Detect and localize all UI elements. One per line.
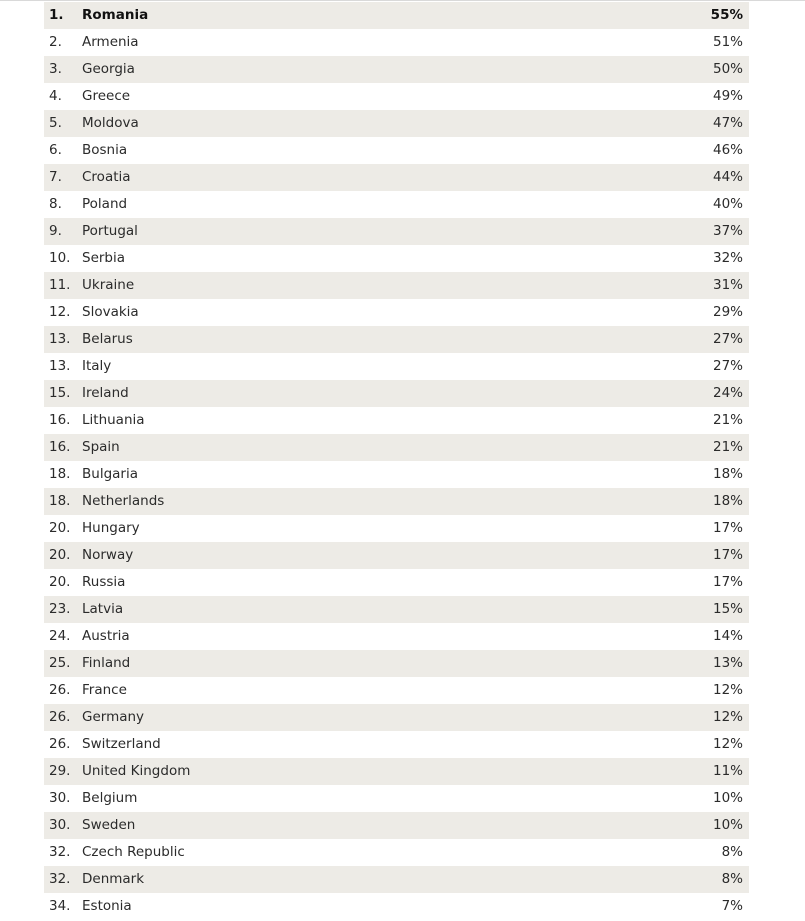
- country-cell: Poland: [82, 196, 128, 212]
- table-row: [44, 785, 749, 812]
- value-cell: 18%: [712, 466, 743, 482]
- country-cell: Switzerland: [82, 736, 161, 752]
- value-cell: 12%: [712, 709, 743, 725]
- rank-cell: 26.: [49, 736, 71, 752]
- rank-cell: 34.: [49, 898, 71, 914]
- table-row: [44, 353, 749, 380]
- country-cell: France: [82, 682, 127, 698]
- value-cell: 46%: [712, 142, 743, 158]
- table-row: [44, 137, 749, 164]
- rank-cell: 13.: [49, 358, 71, 374]
- value-cell: 21%: [712, 439, 743, 455]
- rank-cell: 10.: [49, 250, 71, 266]
- country-cell: Latvia: [82, 601, 124, 617]
- country-cell: Belgium: [82, 790, 138, 806]
- value-cell: 51%: [712, 34, 743, 50]
- value-cell: 18%: [712, 493, 743, 509]
- table-row: [44, 704, 749, 731]
- table-row: [44, 272, 749, 299]
- rank-cell: 8.: [49, 196, 62, 212]
- country-cell: Georgia: [82, 61, 135, 77]
- country-cell: Slovakia: [82, 304, 139, 320]
- country-cell: Armenia: [82, 34, 139, 50]
- rank-cell: 24.: [49, 628, 71, 644]
- rank-cell: 2.: [49, 34, 62, 50]
- country-cell: Serbia: [82, 250, 126, 266]
- table-row: [44, 758, 749, 785]
- value-cell: 44%: [712, 169, 743, 185]
- rank-cell: 15.: [49, 385, 71, 401]
- table-row: [44, 2, 749, 29]
- country-cell: Lithuania: [82, 412, 145, 428]
- country-cell: Ireland: [82, 385, 129, 401]
- country-cell: Finland: [82, 655, 131, 671]
- table-row: [44, 407, 749, 434]
- value-cell: 27%: [712, 358, 743, 374]
- rank-cell: 3.: [49, 61, 62, 77]
- table-row: [44, 839, 749, 866]
- value-cell: 10%: [712, 817, 743, 833]
- table-row: [44, 488, 749, 515]
- table-row: [44, 893, 749, 920]
- value-cell: 8%: [721, 871, 743, 887]
- value-cell: 50%: [712, 61, 743, 77]
- table-row: [44, 650, 749, 677]
- table-row: [44, 623, 749, 650]
- table-row: [44, 731, 749, 758]
- country-cell: Italy: [82, 358, 112, 374]
- value-cell: 12%: [712, 682, 743, 698]
- country-cell: United Kingdom: [82, 763, 191, 779]
- value-cell: 10%: [712, 790, 743, 806]
- rank-cell: 20.: [49, 574, 71, 590]
- rank-cell: 26.: [49, 709, 71, 725]
- value-cell: 17%: [712, 520, 743, 536]
- rank-cell: 29.: [49, 763, 71, 779]
- value-cell: 7%: [721, 898, 743, 914]
- country-cell: Sweden: [82, 817, 136, 833]
- rank-cell: 32.: [49, 871, 71, 887]
- country-cell: Moldova: [82, 115, 139, 131]
- table-row: [44, 191, 749, 218]
- rank-cell: 23.: [49, 601, 71, 617]
- value-cell: 49%: [712, 88, 743, 104]
- value-cell: 12%: [712, 736, 743, 752]
- table-row: [44, 569, 749, 596]
- rank-cell: 20.: [49, 520, 71, 536]
- table-row: [44, 299, 749, 326]
- country-cell: Estonia: [82, 898, 132, 914]
- table-row: [44, 812, 749, 839]
- table-row: [44, 515, 749, 542]
- table-row: [44, 218, 749, 245]
- rank-cell: 32.: [49, 844, 71, 860]
- rank-cell: 18.: [49, 493, 71, 509]
- value-cell: 37%: [712, 223, 743, 239]
- rank-cell: 30.: [49, 817, 71, 833]
- value-cell: 55%: [710, 7, 743, 23]
- country-cell: Belarus: [82, 331, 133, 347]
- country-cell: Austria: [82, 628, 130, 644]
- table-row: [44, 434, 749, 461]
- ranking-table: [44, 2, 749, 920]
- value-cell: 24%: [712, 385, 743, 401]
- table-row: [44, 83, 749, 110]
- rank-cell: 11.: [49, 277, 71, 293]
- rank-cell: 9.: [49, 223, 62, 239]
- country-cell: Czech Republic: [82, 844, 185, 860]
- value-cell: 14%: [712, 628, 743, 644]
- value-cell: 47%: [712, 115, 743, 131]
- rank-cell: 7.: [49, 169, 62, 185]
- value-cell: 13%: [712, 655, 743, 671]
- rank-cell: 26.: [49, 682, 71, 698]
- value-cell: 32%: [712, 250, 743, 266]
- country-cell: Bosnia: [82, 142, 128, 158]
- value-cell: 11%: [712, 763, 743, 779]
- rank-cell: 25.: [49, 655, 71, 671]
- table-row: [44, 677, 749, 704]
- rank-cell: 12.: [49, 304, 71, 320]
- table-row: [44, 326, 749, 353]
- country-cell: Spain: [82, 439, 120, 455]
- value-cell: 17%: [712, 547, 743, 563]
- rank-cell: 18.: [49, 466, 71, 482]
- table-row: [44, 56, 749, 83]
- value-cell: 17%: [712, 574, 743, 590]
- country-cell: Hungary: [82, 520, 140, 536]
- rank-cell: 16.: [49, 412, 71, 428]
- value-cell: 31%: [712, 277, 743, 293]
- country-cell: Russia: [82, 574, 126, 590]
- country-cell: Germany: [82, 709, 145, 725]
- value-cell: 15%: [712, 601, 743, 617]
- table-row: [44, 164, 749, 191]
- country-cell: Netherlands: [82, 493, 165, 509]
- rank-cell: 1.: [49, 7, 64, 23]
- value-cell: 29%: [712, 304, 743, 320]
- country-cell: Ukraine: [82, 277, 135, 293]
- table-row: [44, 380, 749, 407]
- country-cell: Bulgaria: [82, 466, 138, 482]
- value-cell: 8%: [721, 844, 743, 860]
- value-cell: 27%: [712, 331, 743, 347]
- country-cell: Greece: [82, 88, 131, 104]
- rank-cell: 6.: [49, 142, 62, 158]
- table-row: [44, 461, 749, 488]
- rank-cell: 16.: [49, 439, 71, 455]
- value-cell: 40%: [712, 196, 743, 212]
- country-cell: Romania: [82, 7, 149, 23]
- rank-cell: 13.: [49, 331, 71, 347]
- table-row: [44, 542, 749, 569]
- rank-cell: 30.: [49, 790, 71, 806]
- country-cell: Norway: [82, 547, 134, 563]
- table-row: [44, 29, 749, 56]
- table-row: [44, 245, 749, 272]
- value-cell: 21%: [712, 412, 743, 428]
- table-row: [44, 110, 749, 137]
- country-cell: Denmark: [82, 871, 145, 887]
- table-row: [44, 866, 749, 893]
- rank-cell: 20.: [49, 547, 71, 563]
- country-cell: Croatia: [82, 169, 131, 185]
- top-divider: [0, 0, 805, 1]
- rank-cell: 5.: [49, 115, 62, 131]
- country-cell: Portugal: [82, 223, 138, 239]
- table-row: [44, 596, 749, 623]
- rank-cell: 4.: [49, 88, 62, 104]
